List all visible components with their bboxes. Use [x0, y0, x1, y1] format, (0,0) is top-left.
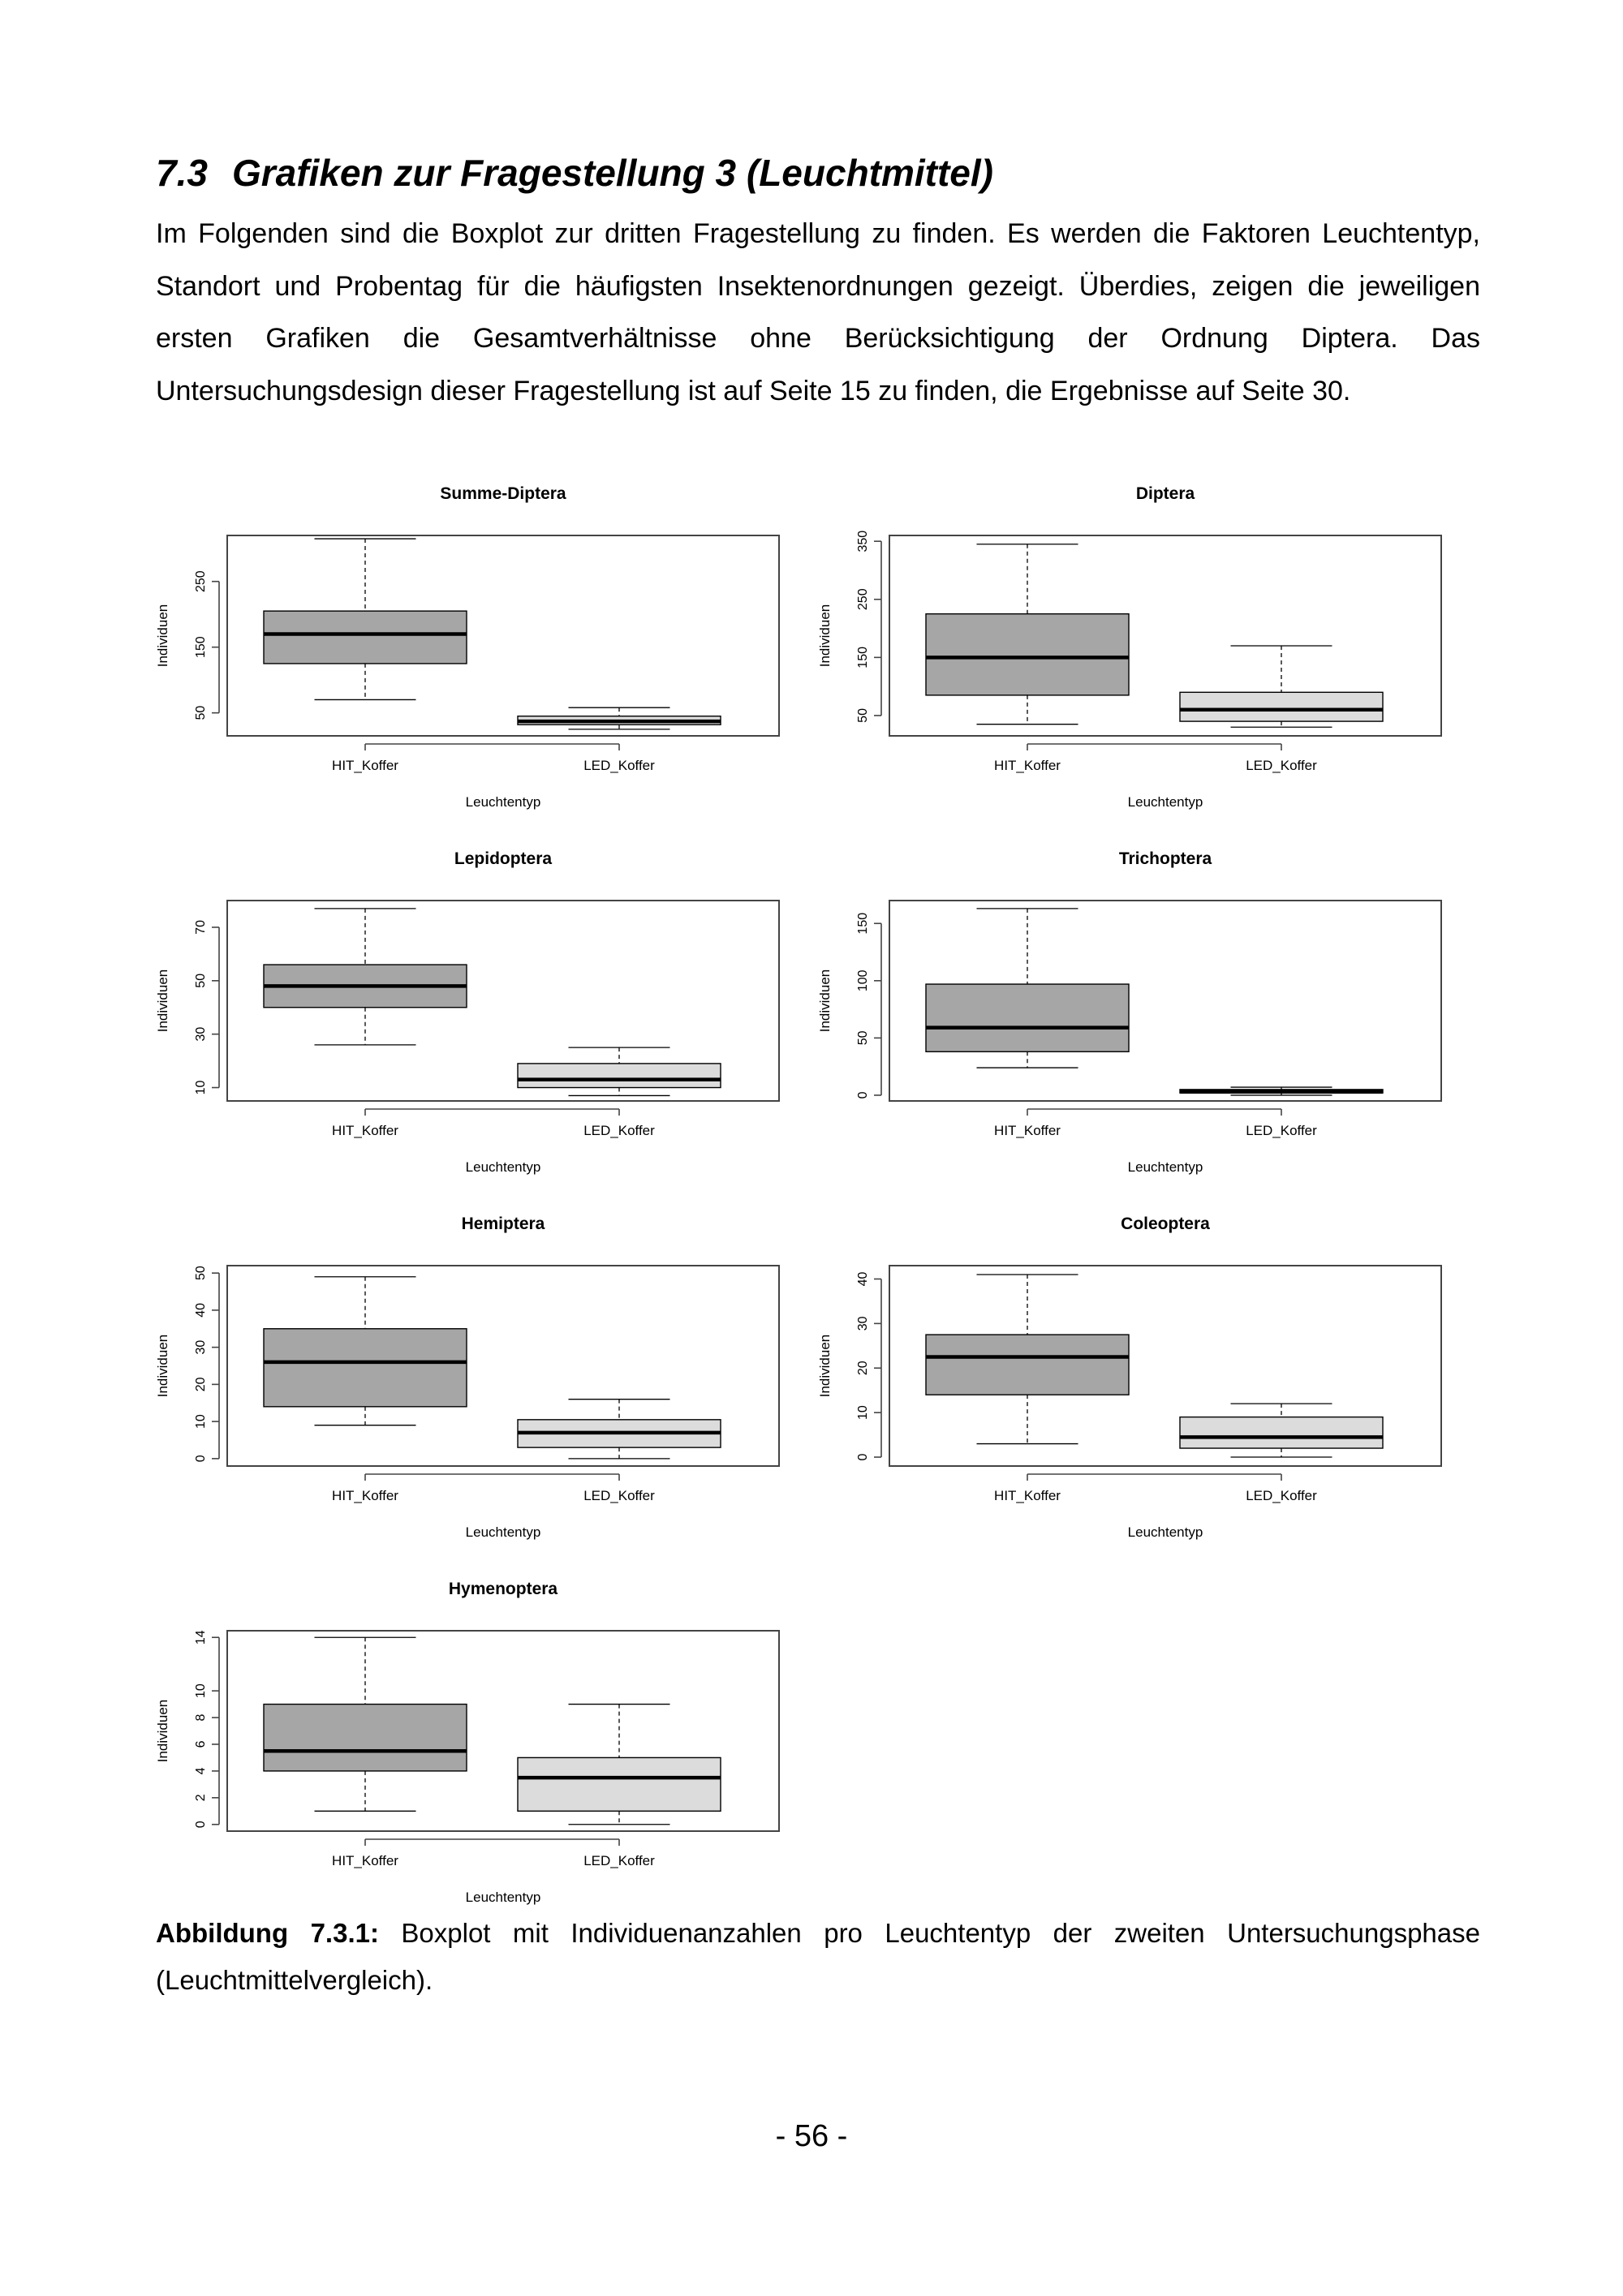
- x-tick-label: HIT_Koffer: [994, 1488, 1061, 1503]
- caption-text: Boxplot mit Individuenanzahlen pro Leuchtentyp der zweiten Untersuchungsphase (Leuchtmittelvergleich).: [156, 1918, 1480, 1995]
- x-tick-label: HIT_Koffer: [332, 1123, 398, 1138]
- y-tick-label: 350: [856, 530, 870, 553]
- chart-title: Trichoptera: [1118, 849, 1212, 868]
- iqr-box: [926, 1335, 1129, 1395]
- caption-label: Abbildung 7.3.1:: [156, 1918, 379, 1948]
- y-axis-label: Individuen: [155, 969, 170, 1033]
- y-tick-label: 40: [194, 1302, 208, 1318]
- y-tick-label: 0: [856, 1091, 870, 1099]
- y-tick-label: 150: [194, 636, 208, 659]
- y-tick-label: 50: [856, 1030, 870, 1046]
- y-tick-label: 50: [194, 1266, 208, 1281]
- iqr-box: [518, 1064, 721, 1088]
- y-tick-label: 10: [194, 1414, 208, 1430]
- box-hit-koffer: [264, 539, 467, 699]
- chart-title: Summe-Diptera: [440, 484, 566, 503]
- x-axis-label: Leuchtentyp: [465, 1159, 541, 1175]
- y-tick-label: 10: [194, 1683, 208, 1698]
- x-axis-label: Leuchtentyp: [465, 1524, 541, 1540]
- box-led-koffer: [1180, 1087, 1383, 1095]
- y-tick-label: 250: [194, 570, 208, 593]
- y-axis-label: Individuen: [155, 1699, 170, 1763]
- box-hit-koffer: [926, 909, 1129, 1068]
- y-tick-label: 50: [194, 973, 208, 988]
- y-tick-label: 30: [194, 1339, 208, 1355]
- boxplot-trichoptera: [813, 846, 1462, 1195]
- y-tick-label: 0: [194, 1821, 208, 1829]
- y-tick-label: 250: [856, 588, 870, 611]
- x-tick-label: LED_Koffer: [583, 1123, 655, 1138]
- y-tick-label: 14: [194, 1630, 208, 1645]
- x-axis-label: Leuchtentyp: [1127, 794, 1203, 810]
- x-tick-label: LED_Koffer: [583, 758, 655, 773]
- chart-title: Hymenoptera: [448, 1580, 558, 1598]
- iqr-box: [1180, 1417, 1383, 1448]
- page-number: - 56 -: [775, 2119, 848, 2153]
- y-tick-label: 70: [194, 920, 208, 935]
- x-tick-label: LED_Koffer: [1246, 1488, 1317, 1503]
- boxplot-diptera: [813, 481, 1462, 830]
- y-tick-label: 50: [856, 708, 870, 723]
- x-tick-label: HIT_Koffer: [332, 758, 398, 773]
- section-number: 7.3: [156, 152, 208, 194]
- box-led-koffer: [518, 1047, 721, 1095]
- y-tick-label: 6: [194, 1740, 208, 1748]
- x-axis-label: Leuchtentyp: [1127, 1524, 1203, 1540]
- chart-title: Coleoptera: [1121, 1215, 1210, 1233]
- box-led-koffer: [518, 707, 721, 729]
- iqr-box: [518, 1757, 721, 1811]
- y-tick-label: 10: [856, 1405, 870, 1421]
- y-tick-label: 30: [194, 1026, 208, 1042]
- boxplot-lepidoptera: [151, 846, 800, 1195]
- chart-svg: [813, 1211, 1462, 1560]
- y-tick-label: 0: [856, 1453, 870, 1461]
- boxplot-coleoptera: [813, 1211, 1462, 1560]
- y-tick-label: 150: [856, 912, 870, 935]
- y-axis-label: Individuen: [155, 604, 170, 668]
- box-led-koffer: [518, 1705, 721, 1825]
- y-tick-label: 100: [856, 970, 870, 992]
- y-tick-label: 150: [856, 646, 870, 669]
- x-tick-label: LED_Koffer: [583, 1488, 655, 1503]
- y-tick-label: 30: [856, 1316, 870, 1331]
- iqr-box: [264, 1329, 467, 1407]
- x-tick-label: HIT_Koffer: [332, 1488, 398, 1503]
- x-axis-label: Leuchtentyp: [1127, 1159, 1203, 1175]
- chart-title: Diptera: [1135, 484, 1195, 503]
- x-tick-label: HIT_Koffer: [332, 1853, 398, 1868]
- x-tick-label: HIT_Koffer: [994, 758, 1061, 773]
- box-led-koffer: [1180, 646, 1383, 727]
- y-tick-label: 40: [856, 1271, 870, 1287]
- chart-title: Lepidoptera: [454, 849, 553, 868]
- box-led-koffer: [518, 1400, 721, 1459]
- figure-caption: [156, 1910, 1480, 2004]
- section-title: Grafiken zur Fragestellung 3 (Leuchtmittel): [231, 152, 993, 194]
- y-axis-label: Individuen: [817, 604, 833, 668]
- chart-svg: [151, 1576, 800, 1925]
- boxplot-hemiptera: [151, 1211, 800, 1560]
- y-tick-label: 4: [194, 1767, 208, 1775]
- iqr-box: [926, 984, 1129, 1051]
- y-axis-label: Individuen: [817, 1334, 833, 1398]
- box-hit-koffer: [926, 544, 1129, 724]
- y-axis-label: Individuen: [817, 969, 833, 1033]
- box-hit-koffer: [926, 1275, 1129, 1444]
- x-tick-label: LED_Koffer: [1246, 758, 1317, 773]
- y-tick-label: 10: [194, 1080, 208, 1095]
- y-tick-label: 8: [194, 1713, 208, 1722]
- chart-svg: [151, 1211, 800, 1560]
- section-heading: [156, 151, 993, 195]
- iqr-box: [1180, 692, 1383, 721]
- y-tick-label: 0: [194, 1455, 208, 1463]
- box-hit-koffer: [264, 909, 467, 1045]
- iqr-box: [926, 614, 1129, 695]
- x-tick-label: LED_Koffer: [1246, 1123, 1317, 1138]
- x-axis-label: Leuchtentyp: [465, 1890, 541, 1905]
- boxplot-summe-diptera: [151, 481, 800, 830]
- y-axis-label: Individuen: [155, 1334, 170, 1398]
- y-tick-label: 20: [194, 1377, 208, 1392]
- y-tick-label: 2: [194, 1794, 208, 1802]
- chart-svg: [151, 481, 800, 830]
- chart-svg: [813, 846, 1462, 1195]
- y-tick-label: 20: [856, 1361, 870, 1376]
- iqr-box: [264, 1705, 467, 1771]
- iqr-box: [264, 611, 467, 664]
- x-tick-label: LED_Koffer: [583, 1853, 655, 1868]
- box-hit-koffer: [264, 1637, 467, 1811]
- x-axis-label: Leuchtentyp: [465, 794, 541, 810]
- y-tick-label: 50: [194, 705, 208, 720]
- boxplot-hymenoptera: [151, 1576, 800, 1925]
- box-led-koffer: [1180, 1404, 1383, 1457]
- x-tick-label: HIT_Koffer: [994, 1123, 1061, 1138]
- box-hit-koffer: [264, 1277, 467, 1425]
- chart-title: Hemiptera: [461, 1215, 545, 1233]
- intro-paragraph: Im Folgenden sind die Boxplot zur dritten Fragestellung zu finden. Es werden die Faktoren Leuchtentyp, Standort und Probentag für die häufigsten Insektenordnungen gezeigt. Überdies, zeigen die jeweiligen ersten Grafiken die Gesamtverhältnisse ohne Berücksichtigung der Ordnung Diptera. Das Untersuchungsdesign dieser Fragestellung ist auf Seite 15 zu finden, die Ergebnisse auf Seite 30.: [156, 218, 1480, 406]
- chart-svg: [813, 481, 1462, 830]
- chart-svg: [151, 846, 800, 1195]
